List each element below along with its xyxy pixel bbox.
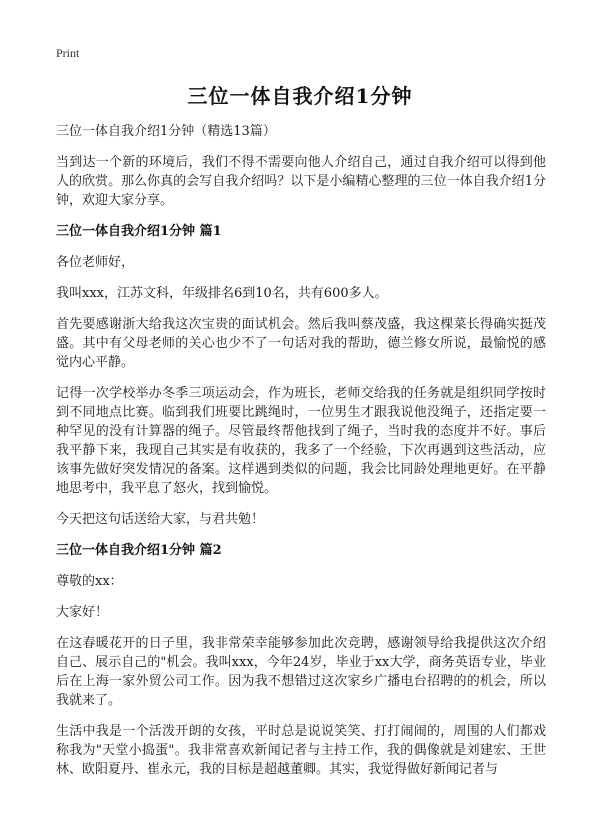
paragraph: 我叫xxx，江苏文科，年级排名6到10名，共有600多人。 bbox=[56, 286, 388, 301]
document-body bbox=[56, 122, 546, 791]
paragraph: 在这春暖花开的日子里，我非常荣幸能够参加此次竞聘，感谢领导给我提供这次介绍自己、展示自己的"机会。我叫xxx，今年24岁，毕业于xx大学，商务英语专业，毕业后在上海一家外贸公司工作。因为我不想错过这次家乡广播电台招聘的的机会，所以我就来了。 bbox=[56, 636, 546, 708]
paragraph: 各位老师好， bbox=[56, 255, 135, 270]
paragraph: 首先要感谢浙大给我这次宝贵的面试机会。然后我叫蔡茂盛，我这棵菜长得确实挺茂盛。其中有父母老师的关心也少不了一句话对我的帮助，德兰修女所说，最愉悦的感觉内心平静。 bbox=[56, 317, 546, 370]
print-label[interactable]: Print bbox=[56, 46, 80, 60]
intro-paragraph: 当到达一个新的环境后，我们不得不需要向他人介绍自己，通过自我介绍可以得到他人的欣赏。那么你真的会写自我介绍吗？以下是小编精心整理的三位一体自我介绍1分钟，欢迎大家分享。 bbox=[56, 155, 546, 208]
paragraph: 尊敬的xx： bbox=[56, 574, 123, 589]
section-heading-1: 三位一体自我介绍1分钟 篇1 bbox=[56, 224, 222, 239]
paragraph: 记得一次学校举办冬季三项运动会，作为班长，老师交给我的任务就是组织同学按时到不同地点比赛。临到我们班要比跳绳时，一位男生才跟我说他没绳子，还指定要一种罕见的没有计算器的绳子。尽管最终帮他找到了绳子，当时我的态度并不好。事后我平静下来，我现自己其实是有收获的，我多了一个经验，下次再遇到这些活动，应该事先做好突发情况的备案。这样遇到类似的问题，我会比同龄处理地更好。在平静地思考中，我平息了怒火，找到愉悦。 bbox=[56, 386, 546, 496]
document-title: 三位一体自我介绍1分钟 bbox=[187, 84, 413, 108]
paragraph: 生活中我是一个活泼开朗的女孩，平时总是说说笑笑、打打闹闹的，周围的人们都戏称我为"天堂小捣蛋"。我非常喜欢新闻记者与主持工作，我的偶像就是刘建宏、王世林、欧阳夏丹、崔永元，我的目标是超越董卿。其实，我觉得做好新闻记者与 bbox=[56, 724, 546, 777]
section-heading-2: 三位一体自我介绍1分钟 篇2 bbox=[56, 543, 222, 558]
paragraph: 大家好！ bbox=[56, 605, 109, 620]
paragraph: 今天把这句话送给大家，与君共勉！ bbox=[56, 512, 265, 527]
document-subtitle: 三位一体自我介绍1分钟（精选13篇） bbox=[56, 124, 276, 139]
